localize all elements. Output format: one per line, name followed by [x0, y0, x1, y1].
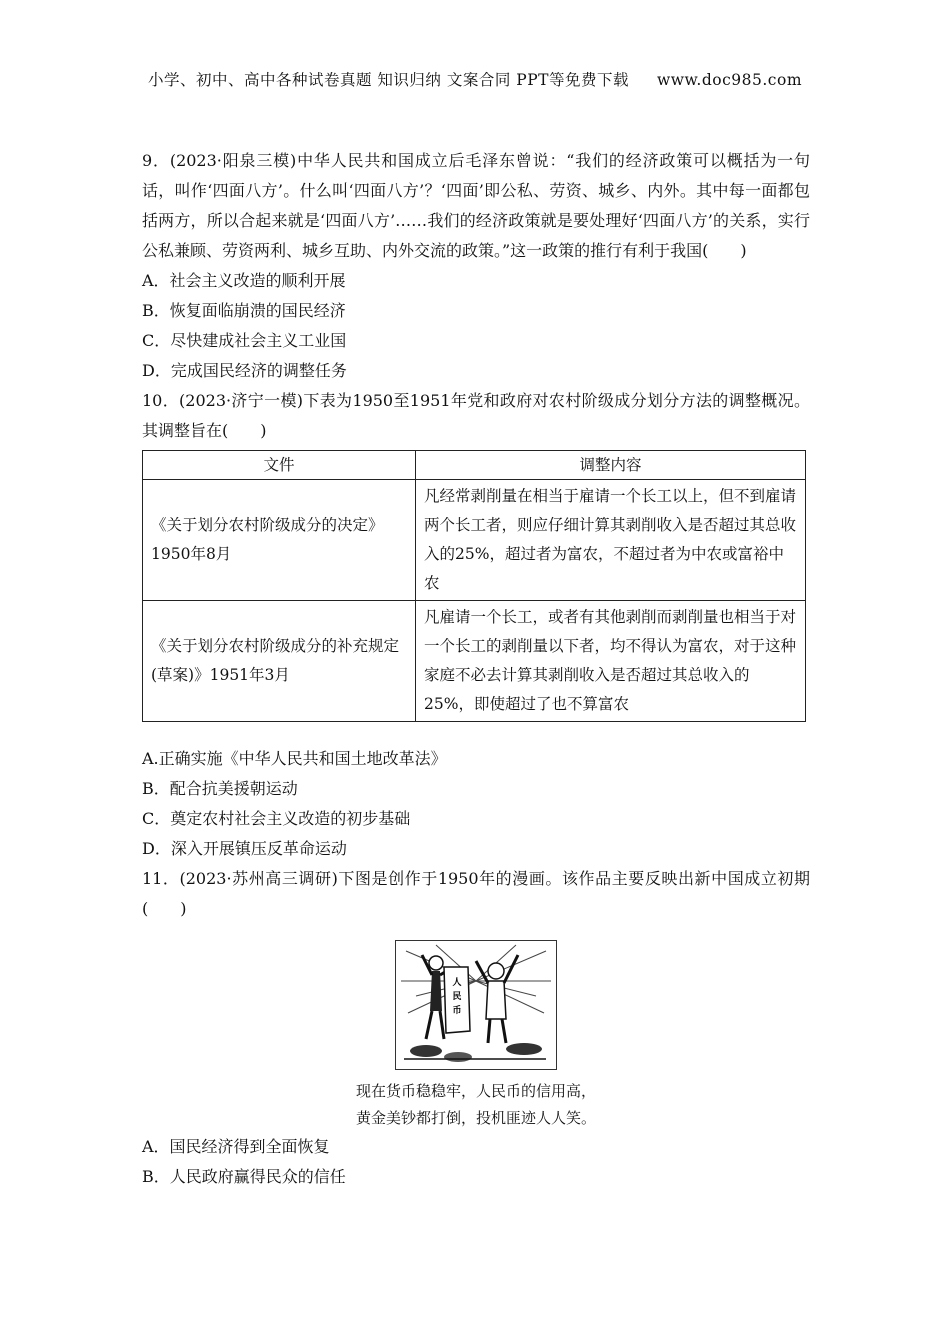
table-header-row — [143, 451, 806, 480]
question-9-option-d: D．完成国民经济的调整任务 — [142, 361, 347, 380]
table-cell-document: 《关于划分农村阶级成分的补充规定(草案)》1951年3月 — [143, 601, 416, 722]
cartoon-drawing — [396, 941, 556, 1069]
cartoon-caption — [142, 1078, 810, 1132]
table-header-document: 文件 — [143, 451, 416, 480]
document-body — [142, 146, 810, 1192]
banner-text-2: 民 — [452, 992, 462, 1002]
cartoon-illustration — [395, 940, 557, 1070]
banner-text-3: 币 — [452, 1006, 462, 1016]
classification-adjustment-table — [142, 450, 806, 722]
cartoon-figure-right — [476, 955, 518, 1043]
question-11-stem: 11．(2023·苏州高三调研)下图是创作于1950年的漫画。该作品主要反映出新中国成立初期( ) — [142, 869, 810, 918]
table-cell-document: 《关于划分农村阶级成分的决定》1950年8月 — [143, 480, 416, 601]
question-10-stem: 10．(2023·济宁一模)下表为1950至1951年党和政府对农村阶级成分划分方法的调整概况。其调整旨在( ) — [142, 391, 810, 440]
question-10-option-c: C．奠定农村社会主义改造的初步基础 — [142, 809, 411, 828]
caption-line-1: 现在货币稳稳牢，人民币的信用高， — [355, 1082, 596, 1100]
question-11-option-a: A．国民经济得到全面恢复 — [142, 1137, 330, 1156]
question-9-option-b: B．恢复面临崩溃的国民经济 — [142, 301, 346, 320]
question-11-option-b: B．人民政府赢得民众的信任 — [142, 1167, 346, 1186]
question-10-option-d: D．深入开展镇压反革命运动 — [142, 839, 347, 858]
page-header — [0, 68, 950, 90]
table-header-content: 调整内容 — [416, 451, 806, 480]
table-row — [143, 480, 806, 601]
cartoon-fallen-figures — [404, 1043, 546, 1062]
question-10-option-b: B．配合抗美援朝运动 — [142, 779, 298, 798]
question-9-stem: 9．(2023·阳泉三模)中华人民共和国成立后毛泽东曾说：“我们的经济政策可以概括为一句话，叫作‘四面八方’。什么叫‘四面八方’？‘四面’即公私、劳资、城乡、内外。其中每一面都包括两方，所以合起来就是‘四面八方’……我们的经济政策就是要处理好‘四面八方’的关系，实行公私兼顾、劳资两利、城乡互助、内外交流的政策。”这一政策的推行有利于我国( ) — [142, 151, 810, 260]
question-9-option-c: C．尽快建成社会主义工业国 — [142, 331, 347, 350]
caption-line-2: 黄金美钞都打倒，投机匪迹人人笑。 — [355, 1109, 596, 1127]
table-row — [143, 601, 806, 722]
table-cell-content: 凡经常剥削量在相当于雇请一个长工以上，但不到雇请两个长工者，则应仔细计算其剥削收入是否超过其总收入的25%，超过者为富农，不超过者为中农或富裕中农 — [416, 480, 806, 601]
banner-text-1: 人 — [452, 978, 462, 988]
question-9-option-a: A．社会主义改造的顺利开展 — [142, 271, 346, 290]
header-text: 小学、初中、高中各种试卷真题 知识归纳 文案合同 PPT等免费下载 — [147, 71, 629, 89]
table-cell-content: 凡雇请一个长工，或者有其他剥削而剥削量也相当于对一个长工的剥削量以下者，均不得认为富农，对于这种家庭不必去计算其剥削收入是否超过其总收入的25%，即使超过了也不算富农 — [416, 601, 806, 722]
question-10-option-a: A.正确实施《中华人民共和国土地改革法》 — [142, 749, 447, 768]
header-site: www.doc985.com — [656, 71, 803, 89]
